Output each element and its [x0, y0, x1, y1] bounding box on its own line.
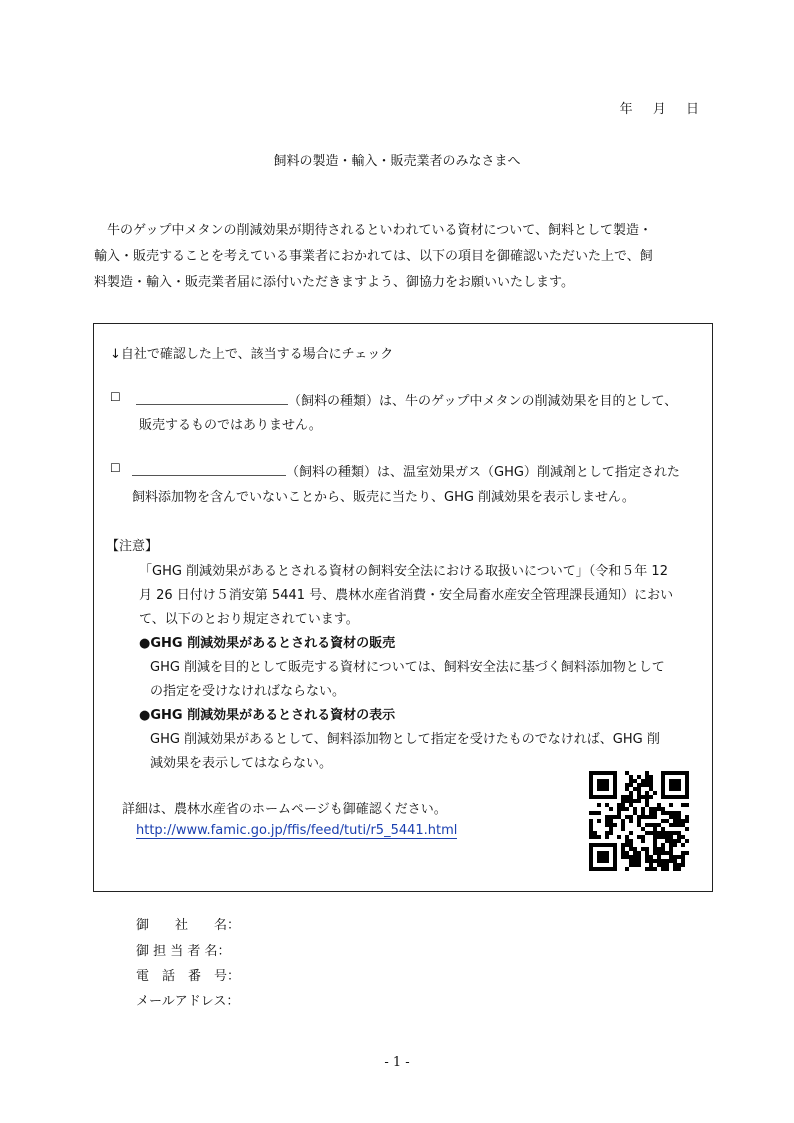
qr-code-icon[interactable] [589, 771, 689, 871]
month-label: 月 [652, 102, 667, 117]
bullet-sales-line: GHG 削減を目的として販売する資材については、飼料安全法に基づく飼料添加物として [150, 660, 665, 675]
phone-number-label: 電 話 番 号： [136, 969, 241, 984]
date-line [606, 98, 700, 117]
page-number: - 1 - [384, 1055, 410, 1070]
bullet-sales-title: ●GHG 削減効果があるとされる資材の販売 [139, 636, 396, 651]
day-label: 日 [685, 102, 700, 117]
maff-url-link[interactable]: http://www.famic.go.jp/ffis/feed/tuti/r5_5441.html [136, 823, 458, 838]
checkbox-2[interactable]: ☐ [110, 461, 121, 475]
feed-type-field-2[interactable] [132, 461, 680, 480]
addressee-heading: 飼料の製造・輸入・販売業者のみなさまへ [273, 154, 521, 169]
notice-line: 「GHG 削減効果があるとされる資材の飼料安全法における取扱いについて」（令和５年 12 [139, 564, 668, 579]
check1-text: （飼料の種類）は、牛のゲップ中メタンの削減効果を目的として、 [288, 394, 678, 409]
notice-title: 【注意】 [106, 539, 159, 554]
blank-underline[interactable] [136, 392, 288, 405]
instruction-text: ↓自社で確認した上で、該当する場合にチェック [110, 347, 394, 362]
details-text: 詳細は、農林水産省のホームページも御確認ください。 [122, 802, 447, 817]
notice-line: 月 26 日付け５消安第 5441 号、農林水産省消費・安全局畜水産安全管理課長通知）におい [139, 588, 674, 603]
feed-type-field-1[interactable] [136, 390, 677, 409]
bullet-labeling-line: GHG 削減効果があるとして、飼料添加物として指定を受けたものでなければ、GHG 削 [150, 732, 660, 747]
year-label: 年 [619, 102, 634, 117]
intro-paragraph [94, 218, 706, 296]
intro-line: 牛のゲップ中メタンの削減効果が期待されるといわれている資材について、飼料として製造・ [94, 223, 652, 238]
intro-line: 輸入・販売することを考えている事業者におかれては、以下の項目を御確認いただいた上で、飼 [94, 249, 653, 264]
contact-person-label: 御 担 当 者 名： [136, 944, 231, 959]
bullet-sales-line: の指定を受けなければならない。 [150, 684, 346, 699]
checklist-box [93, 323, 713, 892]
intro-line: 料製造・輸入・販売業者届に添付いただきますよう、御協力をお願いいたします。 [94, 275, 574, 290]
check1-text-cont: 販売するものではありません。 [139, 418, 322, 433]
company-name-label: 御 社 名： [136, 918, 241, 933]
notice-line: て、以下のとおり規定されています。 [139, 612, 359, 627]
bullet-labeling-title: ●GHG 削減効果があるとされる資材の表示 [139, 708, 396, 723]
check2-text: （飼料の種類）は、温室効果ガス（GHG）削減剤として指定された [286, 465, 680, 480]
checkbox-1[interactable]: ☐ [110, 390, 121, 404]
check2-text-cont: 飼料添加物を含んでいないことから、販売に当たり、GHG 削減効果を表示しません。 [132, 490, 635, 505]
bullet-labeling-line: 減効果を表示してはならない。 [150, 756, 333, 771]
blank-underline[interactable] [132, 463, 286, 476]
email-address-label: メールアドレス： [136, 994, 240, 1009]
